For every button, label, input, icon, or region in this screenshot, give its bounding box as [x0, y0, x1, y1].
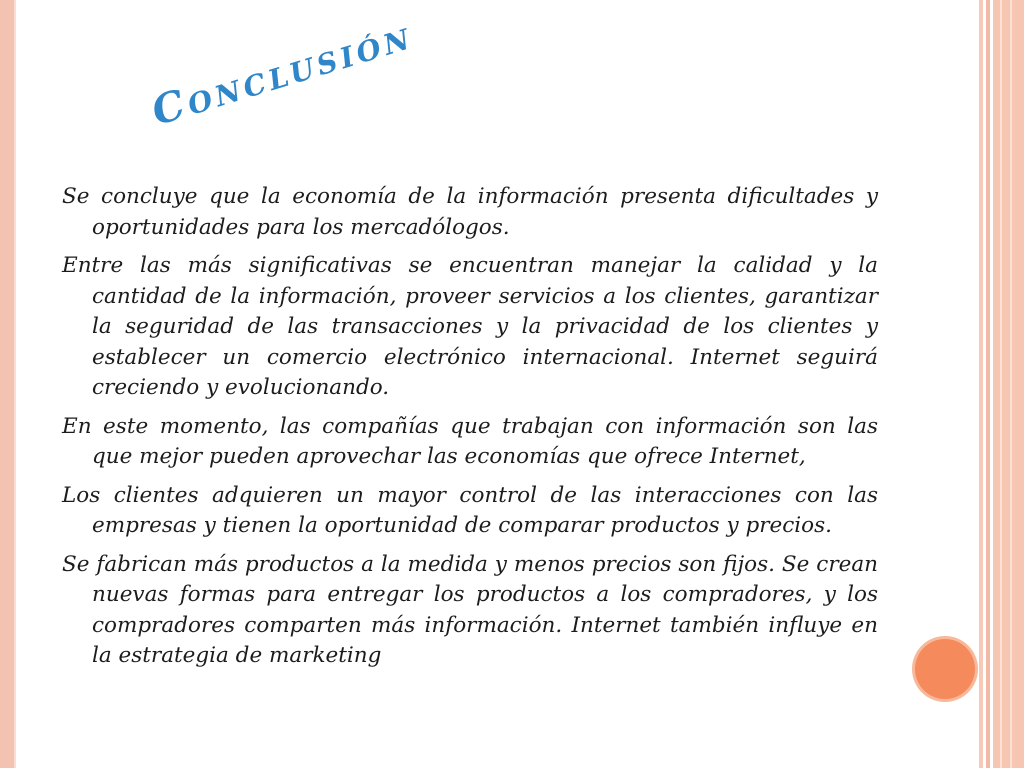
left-border-strip	[0, 0, 14, 768]
body-paragraph: En este momento, las compañías que trabajan con información son las que mejor pueden aprovechar las economías que ofrece Internet,	[62, 413, 878, 469]
left-border-line	[14, 0, 16, 768]
body-paragraph: Se concluye que la economía de la información presenta dificultades y oportunidades para los mercadólogos.	[62, 184, 878, 240]
right-border-band	[993, 0, 1024, 768]
body-paragraph: Entre las más significativas se encuentran manejar la calidad y la cantidad de la información, proveer servicios a los clientes, garantizar la seguridad de las transacciones y la privacidad de los clientes y establecer un comercio electrónico internacional. Internet seguirá creciendo y evolucionando.	[62, 253, 878, 400]
slide-title: Conclusión	[146, 11, 419, 136]
body-paragraph: Los clientes adquieren un mayor control de las interacciones con las empresas y tienen la oportunidad de comparar productos y precios.	[62, 482, 878, 538]
right-border-line	[1000, 0, 1002, 768]
decorative-orange-circle	[915, 639, 975, 699]
body-paragraph: Se fabrican más productos a la medida y menos precios son fijos. Se crean nuevas formas para entregar los productos a los compradores, y los compradores comparten más información. Internet también influye en la estrategia de marketing	[62, 551, 878, 668]
slide-body	[62, 182, 878, 680]
right-border-line	[1010, 0, 1012, 768]
